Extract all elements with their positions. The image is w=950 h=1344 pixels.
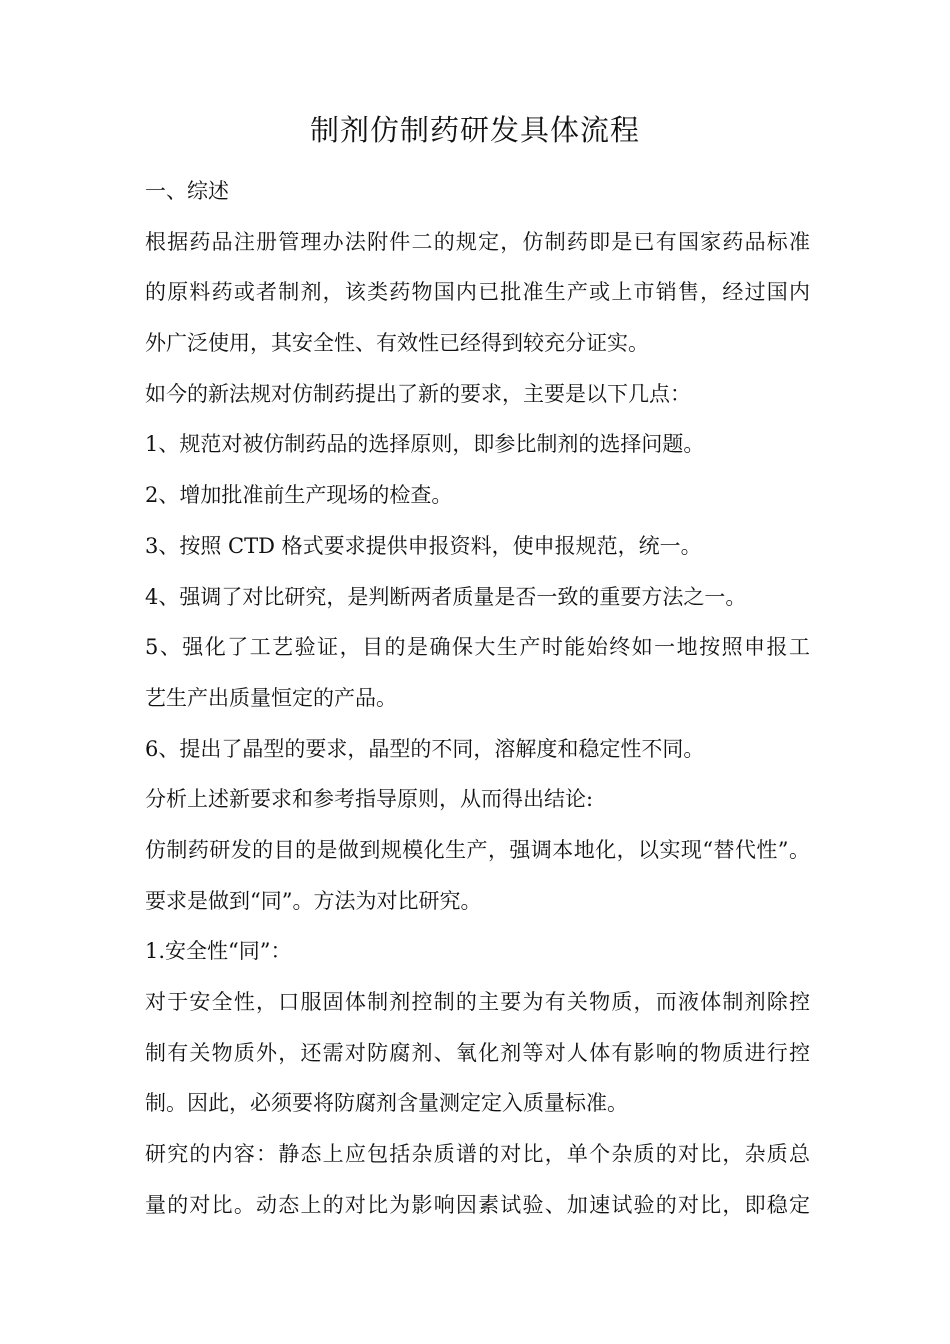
paragraph-line: 4、强调了对比研究，是判断两者质量是否一致的重要方法之一。 [145,584,747,609]
paragraph-line: 1、规范对被仿制药品的选择原则，即参比制剂的选择问题。 [145,432,705,457]
paragraph-line: 的原料药或者制剂，该类药物国内已批准生产或上市销售，经过国内 [145,280,810,305]
paragraph-line: 5、强化了工艺验证，目的是确保大生产时能始终如一地按照申报工 [145,635,810,660]
paragraph-line: 外广泛使用，其安全性、有效性已经得到较充分证实。 [145,331,649,356]
document-title: 制剂仿制药研发具体流程 [309,113,640,147]
paragraph-line: 分析上述新要求和参考指导原则，从而得出结论: [145,787,594,812]
paragraph-line: 研究的内容：静态上应包括杂质谱的对比，单个杂质的对比，杂质总 [145,1142,810,1167]
paragraph-line: 对于安全性，口服固体制剂控制的主要为有关物质，而液体制剂除控 [145,990,810,1014]
paragraph-line: 一、综述 [145,179,229,203]
paragraph-line: 制有关物质外，还需对防腐剂、氧化剂等对人体有影响的物质进行控 [145,1040,810,1065]
paragraph-line: 如今的新法规对仿制药提出了新的要求，主要是以下几点： [145,381,691,406]
paragraph-line: 制。因此，必须要将防腐剂含量测定定入质量标准。 [145,1091,628,1116]
paragraph-line: 3、按照 CTD 格式要求提供申报资料，使申报规范，统一。 [145,533,702,558]
paragraph-line: 仿制药研发的目的是做到规模化生产，强调本地化，以实现“替代性”。 [145,837,810,862]
paragraph-line: 艺生产出质量恒定的产品。 [145,685,397,710]
paragraph-line: 量的对比。动态上的对比为影响因素试验、加速试验的对比，即稳定 [145,1192,810,1217]
paragraph-line: 根据药品注册管理办法附件二的规定，仿制药即是已有国家药品标准 [145,229,810,254]
paragraph-line: 6、提出了晶型的要求，晶型的不同，溶解度和稳定性不同。 [145,736,705,761]
paragraph-line: 要求是做到“同”。方法为对比研究。 [145,888,482,913]
document-body [145,166,810,1230]
paragraph-line: 2、增加批准前生产现场的检查。 [145,483,453,508]
paragraph-line: 1.安全性“同”： [145,939,292,964]
